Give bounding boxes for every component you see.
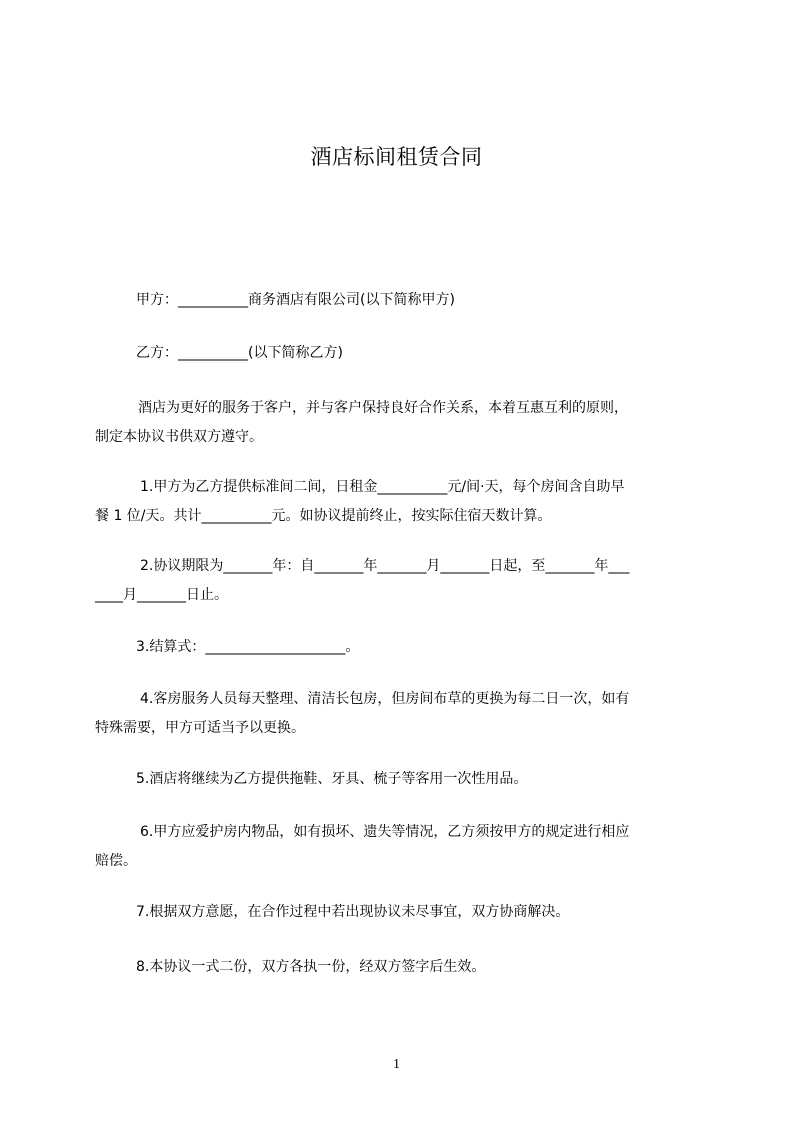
clause-4-line-1: 4.客房服务人员每天整理、清洁长包房，但房间布草的更换为每二日一次，如有 (140, 691, 630, 707)
clause-4-line-2: 特殊需要，甲方可适当予以更换。 (95, 720, 305, 736)
page-number: 1 (393, 1057, 400, 1072)
intro-line-1: 酒店为更好的服务于客户，并与客户保持良好合作关系，本着互惠互利的原则， (138, 400, 628, 416)
clause-8-line-1: 8.本协议一式二份，双方各执一份，经双方签字后生效。 (136, 959, 486, 975)
clause-2-line-1: 2.协议期限为_______年：自_______年_______月_______日起，至_______年___ (140, 558, 630, 574)
document-title: 酒店标间租赁合同 (310, 145, 483, 169)
clause-2-line-2: ____月_______日止。 (95, 587, 228, 603)
clause-1-line-1: 1.甲方为乙方提供标准间二间，日租金__________元/间·天，每个房间含自助早 (140, 479, 625, 495)
clause-6-line-2: 赔偿。 (95, 853, 137, 869)
clause-5-line-1: 5.酒店将继续为乙方提供拖鞋、牙具、梳子等客用一次性用品。 (136, 771, 528, 787)
party-b-line: 乙方：__________(以下简称乙方) (136, 345, 343, 361)
clause-1-line-2: 餐 1 位/天。共计__________元。如协议提前终止，按实际住宿天数计算。 (95, 508, 552, 524)
intro-line-2: 制定本协议书供双方遵守。 (95, 429, 263, 445)
clause-7-line-1: 7.根据双方意愿，在合作过程中若出现协议未尽事宜，双方协商解决。 (136, 904, 570, 920)
clause-6-line-1: 6.甲方应爱护房内物品，如有损坏、遗失等情况，乙方须按甲方的规定进行相应 (140, 824, 630, 840)
party-a-line: 甲方：__________商务酒店有限公司(以下简称甲方) (136, 292, 455, 308)
clause-3-line-1: 3.结算式：____________________。 (136, 639, 360, 655)
